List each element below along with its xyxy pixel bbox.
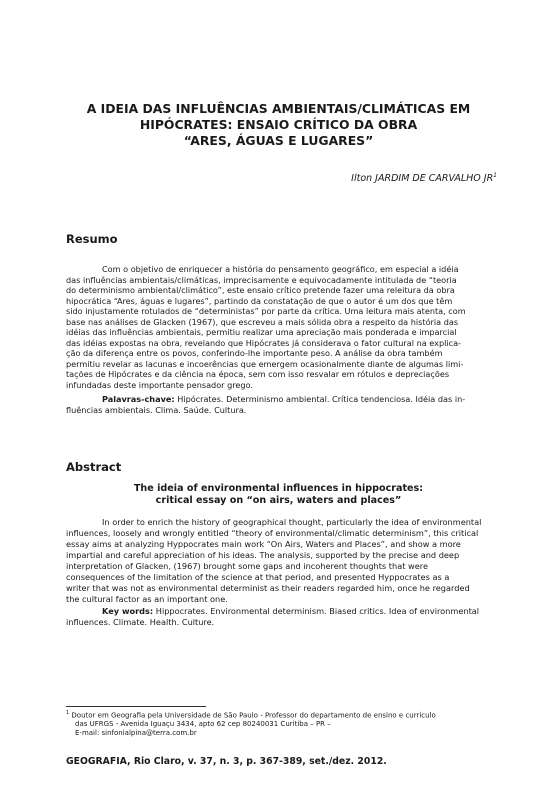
keywords-text: Hipócrates. Determinismo ambiental. Crítica tendenciosa. Idéia das in- <box>174 394 466 404</box>
abstract-line: influences, loosely and wrongly entitled “theory of environmental/climatic determinism”, this critical <box>66 528 479 538</box>
resumo-line: das influências ambientais/climáticas, imprecisamente e equivocadamente intitulada de “teoria <box>66 274 457 285</box>
abstract-title <box>60 483 497 507</box>
journal-reference: GEOGRAFIA, Rio Claro, v. 37, n. 3, p. 367-389, set./dez. 2012. <box>66 756 387 767</box>
abstract-line: the cultural factor as an important one. <box>66 594 228 604</box>
abstract-line: In order to enrich the history of geographical thought, particularly the idea of environmental <box>102 517 482 527</box>
abstract-line: essay aims at analyzing Hyppocrates main work “On Airs, Waters and Places”, and show a more <box>66 539 461 549</box>
abstract-keywords-line <box>66 606 491 617</box>
abstract-body <box>66 517 491 605</box>
abstract-heading: Abstract <box>66 460 122 474</box>
title-line-3: “ARES, ÁGUAS E LUGARES” <box>183 133 374 148</box>
author-footnote-mark: 1 <box>493 172 497 179</box>
footnote-divider <box>66 706 206 707</box>
resumo-keywords <box>66 394 491 415</box>
keywords-line: fluências ambientais. Clima. Saúde. Cultura. <box>66 404 247 415</box>
footnote <box>66 709 491 737</box>
resumo-heading: Resumo <box>66 232 118 246</box>
title-line-2: HIPÓCRATES: ENSAIO CRÍTICO DA OBRA <box>139 117 418 132</box>
resumo-line: permitiu revelar as lacunas e incoerências que emergem ocasionalmente diante de algumas limi- <box>66 358 464 369</box>
abstract-title-line-1: The ideia of environmental influences in hippocrates: <box>133 483 424 494</box>
resumo-line: Com o objetivo de enriquecer a história do pensamento geográfico, em especial a idéia <box>102 264 459 274</box>
resumo-line: infundadas deste importante pensador grego. <box>66 379 253 390</box>
footnote-text: Doutor em Geografia pela Universidade de São Paulo - Professor do departamento de ensino e currículo <box>69 711 436 720</box>
abstract-title-line-2: critical essay on “on airs, waters and places” <box>155 495 402 506</box>
abstract-keywords-line: influences. Climate. Health. Culture. <box>66 617 215 627</box>
abstract-line: consequences of the limitation of the science at that period, and presented Hyppocrates as a <box>66 572 450 582</box>
resumo-body <box>66 264 491 390</box>
title-line-1: A IDEIA DAS INFLUÊNCIAS AMBIENTAIS/CLIMÁTICAS EM <box>86 101 471 116</box>
abstract-line: writer that was not as environmental determinist as their readers regarded him, once he regarded <box>66 583 470 593</box>
footnote-line <box>66 709 491 720</box>
footnote-line: E-mail: sinfonialpina@terra.com.br <box>75 728 197 737</box>
abstract-line: interpretation of Glacken, (1967) brought some gaps and incoherent thoughts that were <box>66 561 428 571</box>
footnote-mark: 1 <box>66 710 70 716</box>
resumo-line: tações de Hipócrates e da ciência na época, sem com isso resvalar em rótulos e depreciações <box>66 369 450 379</box>
keywords-label: Palavras-chave: <box>102 394 175 404</box>
resumo-line: das idéias expostas na obra, revelando que Hipócrates já considerava o fator cultural na explica- <box>66 337 461 348</box>
resumo-line: base nas análises de Glacken (1967), que escreveu a mais sólida obra a respeito da história das <box>66 316 459 327</box>
abstract-keywords <box>66 606 491 628</box>
author-name: Ilton JARDIM DE CARVALHO JR <box>351 173 494 185</box>
author-line <box>250 172 497 184</box>
abstract-line: impartial and careful appreciation of his ideas. The analysis, supported by the precise and deep <box>66 550 460 560</box>
paper-title <box>60 101 497 149</box>
resumo-line: ção da diferença entre os povos, conferindo-lhe importante peso. A análise da obra também <box>66 348 443 358</box>
footnote-line: das UFRGS - Avenida Iguaçu 3434, apto 62 cep 80240031 Curitiba – PR – <box>75 719 331 728</box>
resumo-line: do determinismo ambiental/climático”, este ensaio crítico pretende fazer uma releitura da obra <box>66 285 455 295</box>
abstract-keywords-text: Hippocrates. Environmental determinism. Biased critics. Idea of environmental <box>153 606 480 616</box>
abstract-keywords-label: Key words: <box>102 606 154 616</box>
keywords-line <box>66 394 491 405</box>
resumo-line: idéias das influências ambientais, permitiu realizar uma apreciação mais ponderada e imparcial <box>66 327 457 337</box>
resumo-line: sido injustamente rotulados de “deterministas” por parte da crítica. Uma leitura mais atenta, com <box>66 306 466 316</box>
resumo-line: hipocrática “Ares, águas e lugares”, partindo da constatação de que o autor é um dos que têm <box>66 295 453 306</box>
